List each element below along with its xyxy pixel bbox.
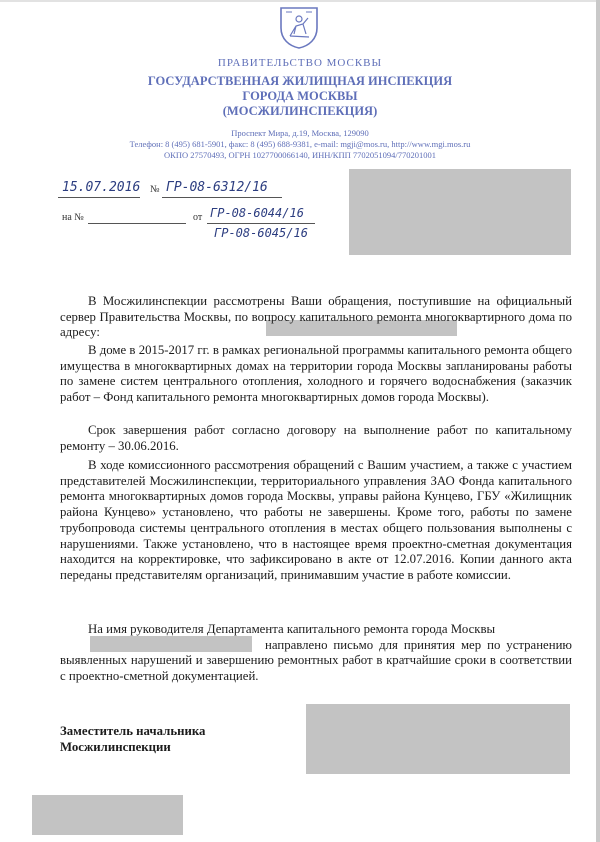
redacted-executor — [32, 795, 183, 835]
to-number-underline — [88, 223, 186, 224]
paragraph-1 — [60, 294, 572, 341]
letter-date: 15.07.2016 — [62, 180, 141, 195]
signatory-org: Мосжилинспекции — [60, 740, 171, 754]
paragraph-1-text: В Мосжилинспекции рассмотрены Ваши обращения, поступившие на официальный сервер Правительства Москвы, по вопросу капитального ремонта многоквартирного дома по адресу: — [60, 294, 572, 340]
paragraph-5-line1: На имя руководителя Департамента капитального ремонта города Москвы — [88, 622, 496, 636]
from-number-1: ГР-08-6044/16 — [210, 206, 304, 220]
signatory-title: Заместитель начальника — [60, 724, 206, 738]
paragraph-4-text: В ходе комиссионного рассмотрения обращений с Вашим участием, а также с участием представителей Мосжилинспекции, территориального управления ЗАО Фонда капитального ремонта многоквартирных домов города Москвы, управы района Кунцево, ГБУ «Жилищник района Кунцево» установлено, что работы не завершены. Кроме того, работы по замене трубопровода системы центрального отопления в местах общего пользования выполнены с нарушениями. Также установлено, что в настоящее время проектно-сметная документация находится на корректировке, что зафиксировано в акте от 12.07.2016. Копии данного акта переданы представителям организаций, принимавшим участие в работе комиссии. — [60, 458, 572, 582]
paragraph-3-text: Срок завершения работ согласно договору на выполнение работ по капитальному ремонту – 30.06.2016. — [60, 423, 572, 453]
from-label: от — [193, 212, 203, 223]
org-name-line3: (МОСЖИЛИНСПЕКЦИЯ) — [222, 104, 378, 118]
org-codes: ОКПО 27570493, ОГРН 1027700066140, ИНН/КПП 7702051094/770201001 — [164, 150, 436, 160]
number-underline — [162, 197, 282, 198]
redacted-recipient — [349, 169, 571, 255]
org-address: Проспект Мира, д.19, Москва, 129090 — [231, 128, 369, 138]
paragraph-5 — [60, 622, 572, 685]
paragraph-2 — [60, 343, 572, 406]
org-name-line1: ГОСУДАРСТВЕННАЯ ЖИЛИЩНАЯ ИНСПЕКЦИЯ — [147, 74, 453, 88]
date-underline — [58, 197, 140, 198]
paragraph-2-text: В доме в 2015-2017 гг. в рамках региональной программы капитального ремонта общего имущества в многоквартирных домах на территории города Москвы запланированы работы по замене систем центрального отопления, холодного и горячего водоснабжения (заказчик работ – Фонд капитального ремонта многоквартирных домов города Москвы). — [60, 343, 572, 405]
government-title: ПРАВИТЕЛЬСТВО МОСКВЫ — [217, 57, 383, 69]
letter-number: ГР-08-6312/16 — [166, 180, 268, 195]
number-label: № — [150, 184, 160, 195]
moscow-coat-of-arms-icon — [276, 4, 322, 50]
paragraph-3 — [60, 423, 572, 454]
page-edge-top — [0, 0, 600, 2]
org-name-line2: ГОРОДА МОСКВЫ — [242, 89, 358, 103]
paragraph-5-text: направлено письмо для принятия мер по устранению выявленных нарушений и завершению ремонтных работ в кратчайшие сроки в соответствии с проектно-сметной документацией. — [60, 637, 572, 684]
from-underline — [207, 223, 315, 224]
from-number-2: ГР-08-6045/16 — [214, 226, 308, 240]
redacted-signature — [306, 704, 570, 774]
page-edge-right — [596, 0, 600, 842]
paragraph-4 — [60, 458, 572, 584]
org-contacts: Телефон: 8 (495) 681-5901, факс: 8 (495) 688-9381, e-mail: mgji@mos.ru, http://www.mgi.mos.ru — [129, 139, 471, 149]
to-number-label: на № — [62, 212, 84, 223]
